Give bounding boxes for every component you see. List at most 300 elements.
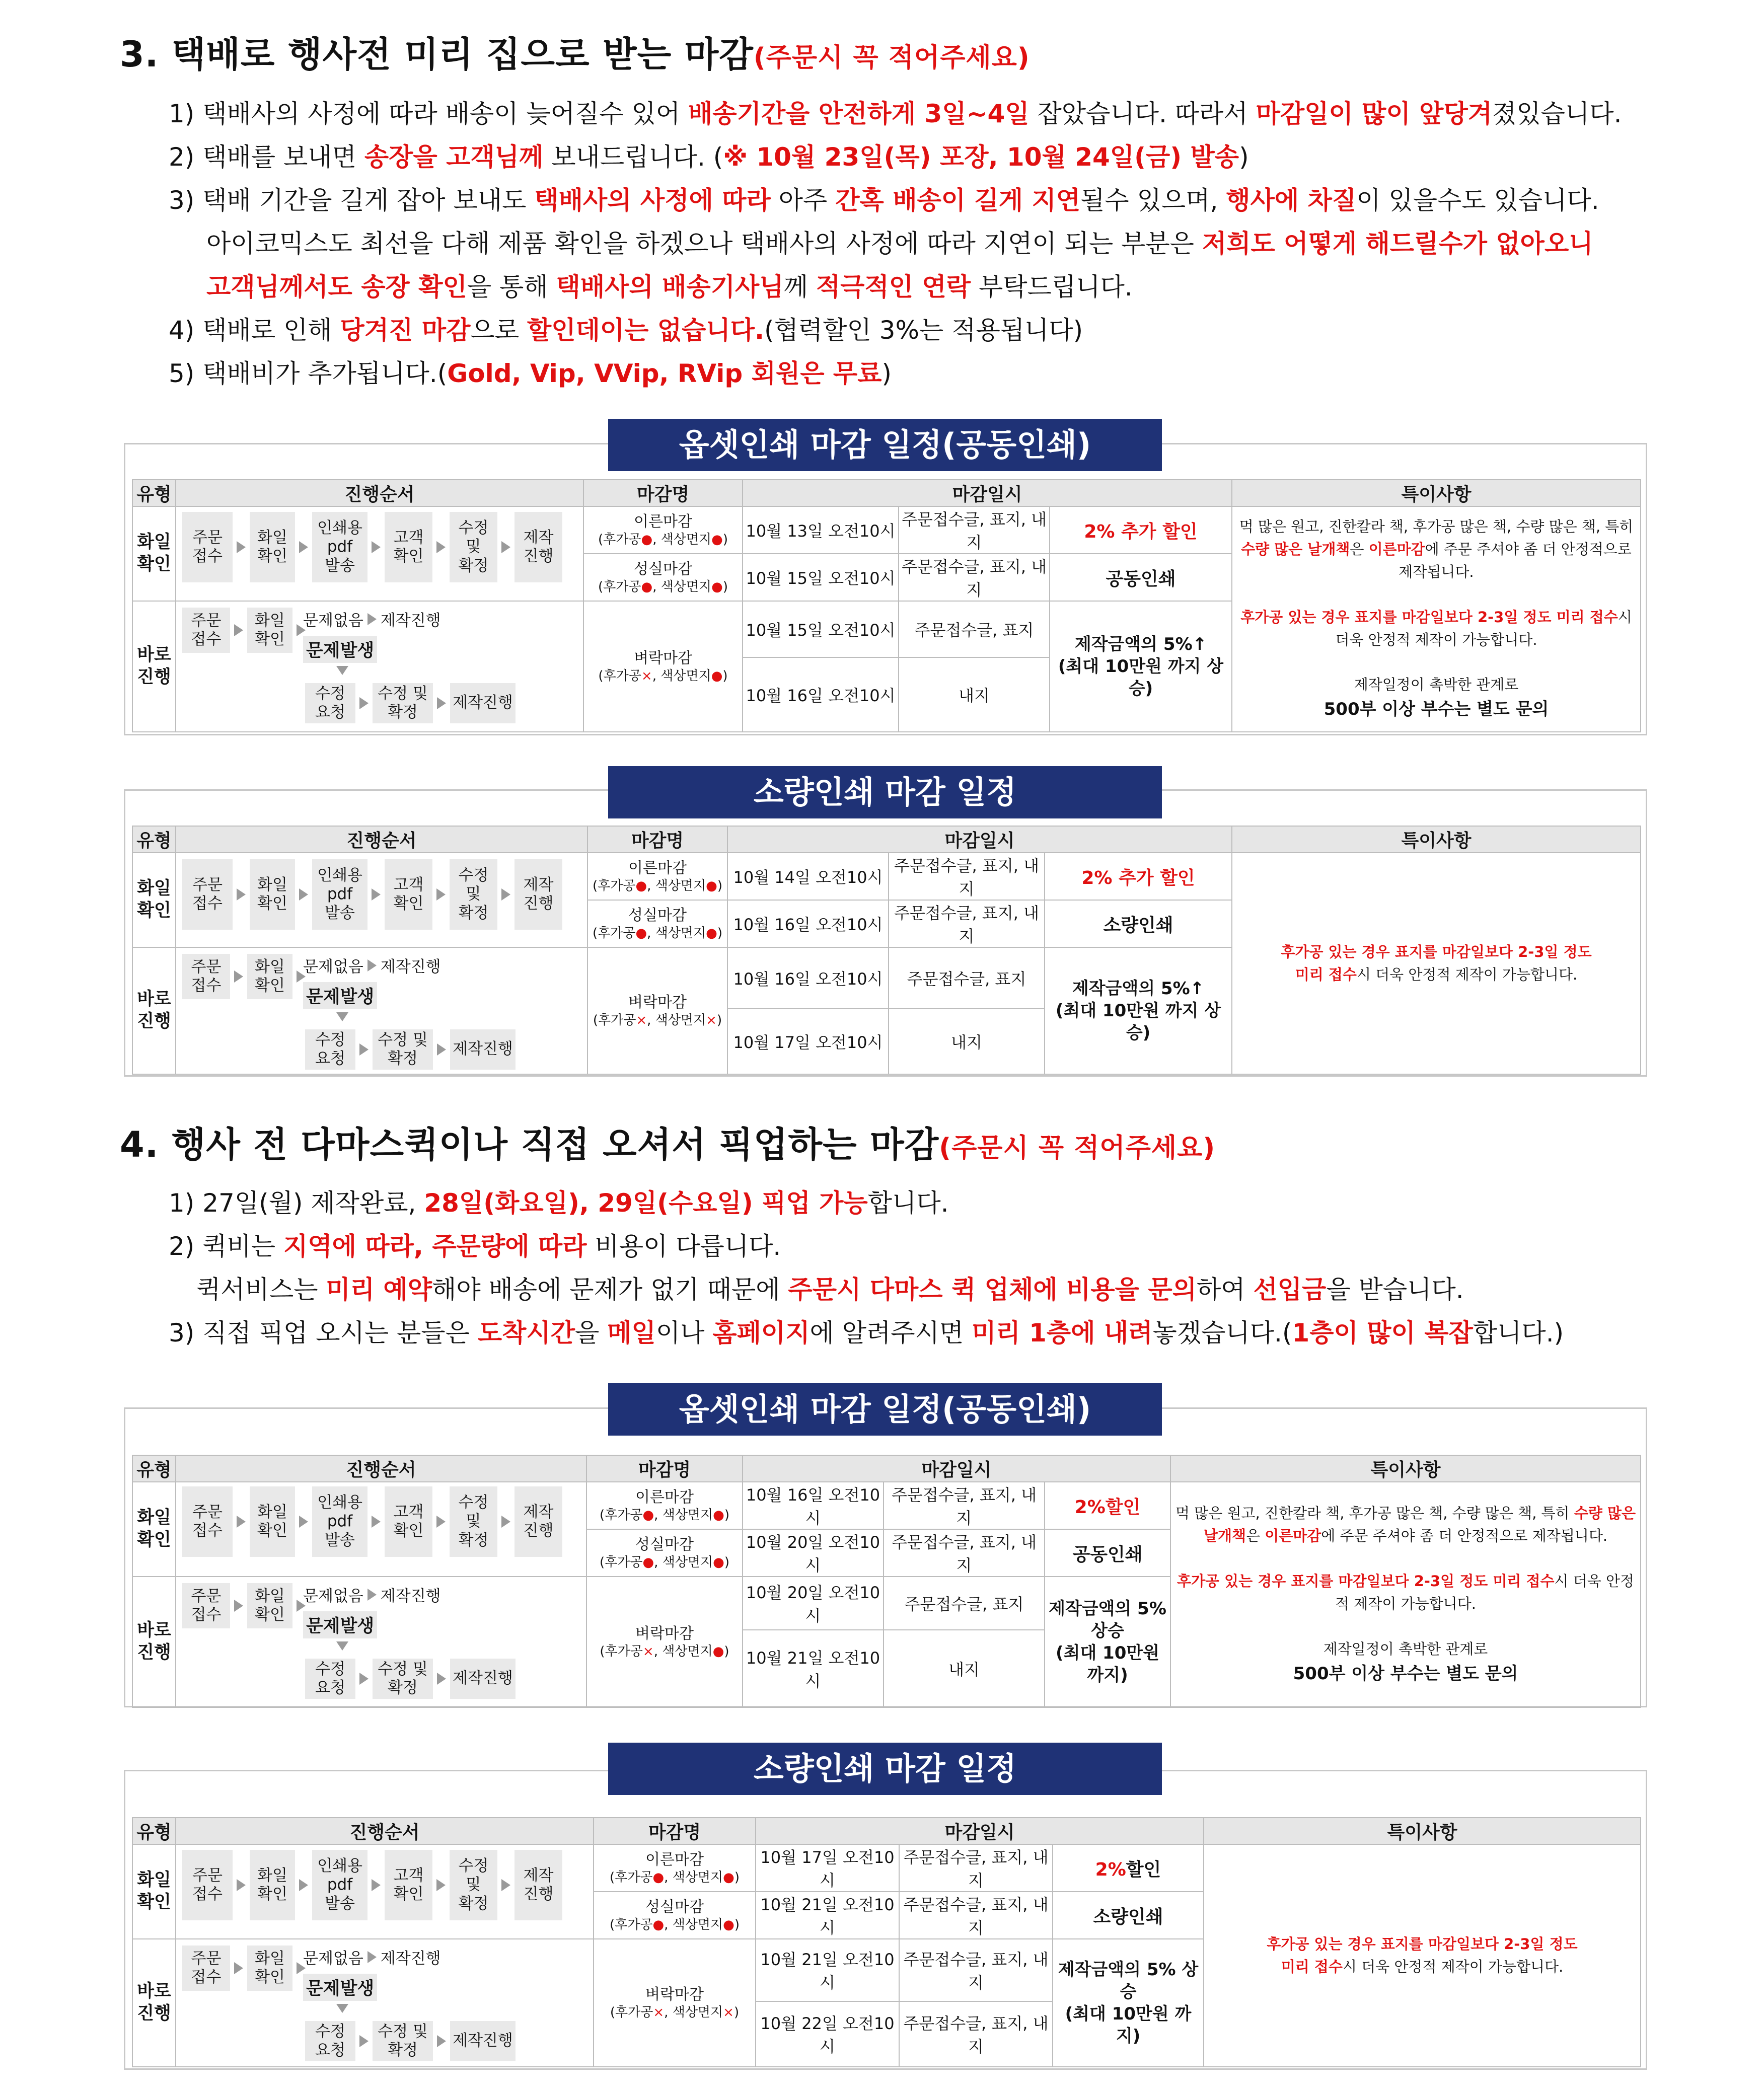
sec4-l1b: 28일(화요일), 29일(수요일) 픽업 가능: [424, 1188, 868, 1218]
sec4-l3c: 해야 배송에 문제가 없기 때문에: [432, 1275, 788, 1304]
tbody: [132, 480, 1641, 732]
names-early: 이른마감: [634, 513, 692, 531]
names-close: ): [722, 579, 728, 594]
names-close: ): [733, 2004, 740, 2020]
flow-produce: 제작 진행: [514, 1850, 562, 1920]
headers-name: 마감명: [583, 480, 743, 506]
tr: [132, 506, 1641, 554]
names-close: ): [717, 925, 723, 941]
tables-3-c4: 주문접수글, 표지, 내지: [899, 2001, 1053, 2067]
tables-2-n9: 500부 이상 부수는 별도 문의: [1293, 1663, 1518, 1684]
deadline-cliff: [583, 601, 743, 732]
names-close: ): [724, 1554, 730, 1570]
flow-produce: 제작 진행: [514, 859, 562, 930]
tables-0-r1: 10월 13일 오전10시: [743, 506, 899, 554]
flow-file: 화일 확인: [250, 859, 295, 930]
names-close: ): [716, 1012, 722, 1028]
headers-flow: 진행순서: [176, 826, 587, 853]
sec4-l3b: 미리 예약: [326, 1275, 432, 1304]
fl: [182, 512, 562, 582]
flow-pdf: 인쇄용 pdf 발송: [312, 1850, 368, 1920]
arr: [501, 1879, 510, 1891]
flow-noproblem: 문제없음: [303, 1950, 363, 1968]
names-o: ●: [711, 668, 723, 684]
arr: [437, 697, 446, 709]
tables-1-n6b: 미리 접수: [1295, 966, 1357, 983]
tables-1-d2: 소량인쇄: [1045, 900, 1232, 947]
names-o: ●: [723, 1869, 734, 1885]
names-col: , 색상면지: [664, 2004, 723, 2020]
headers-notes: 특이사항: [1170, 1455, 1641, 1482]
tbody: [132, 1455, 1641, 1707]
arr: [437, 2035, 446, 2047]
flow-type2: 바로 진행: [132, 947, 176, 1074]
name: [594, 1844, 756, 1892]
flow-prod2: 제작진행: [380, 612, 441, 630]
sec3-item-2: [169, 137, 1249, 173]
sec3-l5b: 을 통해: [467, 272, 556, 302]
tables-0-c1: 주문접수글, 표지, 내지: [899, 506, 1050, 554]
names-col: , 색상면지: [664, 1917, 723, 1932]
fl: [303, 1583, 441, 1606]
flow-order: 주문 접수: [182, 1946, 230, 1991]
tables-2-c3: 주문접수글, 표지: [884, 1577, 1045, 1630]
tables-3-c2: 주문접수글, 표지, 내지: [899, 1892, 1053, 1939]
section-3-title: [120, 26, 1030, 77]
tables-1-r3: 10월 16일 오전10시: [727, 947, 889, 1009]
arr: [372, 541, 381, 553]
flow-problem: 문제발생: [303, 1611, 377, 1638]
name: [586, 1482, 743, 1529]
fl: [303, 608, 441, 630]
small: [594, 1869, 755, 1886]
darr: [336, 2004, 348, 2013]
flow-order: 주문 접수: [182, 1850, 233, 1920]
arr: [234, 624, 243, 636]
tables-0-n7: 시 더욱 안정적 제작이 가능합니다.: [1335, 608, 1632, 648]
sec4-l4f: 홈페이지: [712, 1318, 810, 1348]
tr: [132, 1455, 1641, 1482]
tables-0-n3: 은: [1350, 540, 1369, 558]
tables-1-c3: 주문접수글, 표지: [889, 947, 1045, 1009]
sec4-item-1: [169, 1183, 949, 1219]
names-x: ×: [653, 2004, 665, 2020]
sec4-item-3: [169, 1313, 1564, 1349]
flow-order: 주문 접수: [182, 608, 230, 653]
headers-name: 마감명: [587, 826, 727, 853]
darr: [336, 1012, 348, 1021]
tables-2-d1b: 할인: [1105, 1497, 1141, 1518]
tables-3-d1b: 할인: [1126, 1859, 1161, 1880]
sec3-l2c: 보내드립니다. (: [543, 142, 723, 172]
names-cliff: 벼락마감: [634, 649, 692, 667]
names-x: ×: [706, 1012, 717, 1028]
tables-3-c1: 주문접수글, 표지, 내지: [899, 1844, 1053, 1892]
tables-1-fee: 제작금액의 5%↑ (최대 10만원 까지 상승): [1045, 947, 1232, 1074]
flow-file: 화일 확인: [247, 608, 292, 653]
arr: [359, 2035, 369, 2047]
flow-problem: 문제발생: [303, 1974, 377, 2001]
darr: [336, 666, 348, 675]
sec3-l4b: 저희도 어떻게 해드릴수가 없아오니: [1202, 229, 1593, 258]
names-o: ●: [641, 579, 653, 594]
flow-file: 화일 확인: [247, 954, 292, 999]
sec3-l5e: 적극적인 연락: [816, 272, 971, 302]
flow-pdf: 인쇄용 pdf 발송: [312, 1486, 368, 1557]
names-col: , 색상면지: [647, 925, 706, 941]
names-x: ×: [723, 2004, 734, 2020]
flow-file: 화일 확인: [247, 1583, 292, 1628]
tables-0-n8: 제작일정이 촉박한 관계로: [1354, 676, 1519, 694]
names-cliff: 벼락마감: [628, 994, 687, 1011]
sec3-l3e: 될수 있으며,: [1080, 186, 1226, 215]
arr: [359, 1043, 369, 1056]
sec3-l4a: 아이코믹스도 최선을 다해 제품 확인을 하겠으나 택배사의 사정에 따라 지연이 되는 부분은: [206, 229, 1202, 258]
arr: [368, 959, 377, 971]
flow-revise: 수정 및 확정: [450, 1486, 497, 1557]
tables-3-r4: 10월 22일 오전10시: [756, 2001, 899, 2067]
fl: [305, 2021, 516, 2061]
sec3-item-3: [169, 180, 1599, 216]
tables-2-n1: 먹 많은 원고, 진한칼라 책, 후가공 많은 책, 수량 많은 책, 특히: [1175, 1505, 1574, 1522]
step-produce: 제작 진행: [514, 512, 562, 582]
names-o: ●: [641, 532, 653, 547]
arr: [359, 697, 369, 709]
step-file: 화일 확인: [250, 512, 295, 582]
fl: [336, 1012, 348, 1021]
arr: [234, 1600, 243, 1612]
flow-type2: 바로 진행: [132, 1577, 176, 1707]
sec3-item-3-cont1: [206, 223, 1593, 260]
sec3-l3f: 행사에 차질: [1226, 186, 1357, 215]
headers-date: 마감일시: [743, 1455, 1170, 1482]
sec4-l4d: 메일: [607, 1318, 656, 1348]
arr: [299, 1516, 308, 1528]
names-hoo: (후가공: [600, 1643, 643, 1659]
flow-produce: 제작 진행: [514, 1486, 562, 1557]
names-hoo: (후가공: [610, 2004, 653, 2020]
fl: [182, 1583, 310, 1628]
flow-type1: 화일 확인: [132, 853, 176, 947]
fl: [305, 1029, 516, 1070]
names-hoo: (후가공: [599, 1507, 643, 1523]
flow-problem: 문제발생: [303, 636, 377, 663]
names-cliff: 벼락마감: [635, 1625, 694, 1642]
tables-0-n1: 먹 많은 원고, 진한칼라 책, 후가공 많은 책, 수량 많은 책, 특히: [1239, 517, 1634, 535]
flow-confirm: 수정 및 확정: [373, 1029, 433, 1070]
name: [586, 1529, 743, 1577]
fl: [182, 1850, 562, 1920]
sec4-l4a: 3) 직접 픽업 오시는 분들은: [169, 1318, 478, 1348]
tables-0-c3: 주문접수글, 표지: [899, 601, 1050, 657]
fl: [336, 1641, 348, 1651]
tables-3-n6: 후가공 있는 경우 표지를 마감일보다 2-3일 정도: [1267, 1935, 1578, 1953]
tables-2-n4: 이른마감: [1265, 1527, 1321, 1545]
names-cliff: 벼락마감: [645, 1986, 704, 2003]
tables-1-r1: 10월 14일 오전10시: [727, 853, 889, 900]
tables-2-r1: 10월 16일 오전10시: [743, 1482, 884, 1529]
sec3-l1b: 배송기간을 안전하게 3일~4일: [688, 99, 1030, 128]
names-col: , 색상면지: [653, 1643, 713, 1659]
fl: [305, 1659, 516, 1699]
sec4-l4g: 에 알려주시면: [810, 1318, 972, 1348]
fl: [182, 608, 310, 653]
sec3-l6e: (협력할인 3%는 적용됩니다): [764, 316, 1083, 345]
names-hoo: (후가공: [593, 1012, 636, 1028]
headers-date: 마감일시: [756, 1818, 1204, 1844]
tables-1-c1: 주문접수글, 표지, 내지: [889, 853, 1045, 900]
sec3-l5d: 께: [783, 272, 816, 302]
tables-1-r2: 10월 16일 오전10시: [727, 900, 889, 947]
names-col: , 색상면지: [647, 878, 706, 893]
names-sincere: 성실마감: [634, 560, 692, 578]
names-early: 이른마감: [645, 1851, 704, 1868]
step-order: 주문 접수: [182, 512, 233, 582]
schedule-table-1: [132, 479, 1641, 732]
small: [594, 2004, 755, 2021]
fl: [303, 636, 377, 663]
sec3-l7a: 5) 택배비가 추가됩니다.(: [169, 359, 448, 388]
names-o: ●: [642, 1507, 654, 1523]
names-hoo: (후가공: [598, 579, 641, 594]
flow-customer: 고객 확인: [385, 1850, 432, 1920]
sec3-l1a: 1) 택배사의 사정에 따라 배송이 늦어질수 있어: [169, 99, 688, 128]
names-sincere: 성실마감: [628, 907, 687, 924]
sec4-l2b: 지역에 따라, 주문량에 따라: [283, 1232, 587, 1261]
sec3-l2b: 송장을 고객님께: [364, 142, 544, 172]
step-pdf: 인쇄용 pdf 발송: [312, 512, 368, 582]
sec4-l2c: 비용이 다릅니다.: [586, 1232, 781, 1261]
name: [594, 1939, 756, 2067]
arr: [359, 1673, 369, 1685]
tables-2-fee: 제작금액의 5% 상승 (최대 10만원 까지): [1045, 1577, 1170, 1707]
sec3-l1e: 졌있습니다.: [1492, 99, 1622, 128]
flow-confirm: 수정 및 확정: [373, 683, 433, 723]
headers-flow: 진행순서: [176, 480, 583, 506]
fl: [182, 1486, 562, 1557]
sec3-item-1: [169, 94, 1622, 130]
arr: [299, 888, 308, 901]
schedule-table-2: [132, 826, 1641, 1075]
names-col: , 색상면지: [652, 532, 712, 547]
flow-file: 화일 확인: [247, 1946, 292, 1991]
sec3-title: 3. 택배로 행사전 미리 집으로 받는 마감: [120, 34, 754, 75]
headers-type: 유형: [132, 1818, 176, 1844]
flow-request: 수정 요청: [305, 683, 355, 723]
names-hoo: (후가공: [592, 878, 636, 893]
names-hoo: (후가공: [609, 1917, 653, 1932]
schedule-banner-3: 옵셋인쇄 마감 일정(공동인쇄): [608, 1383, 1162, 1436]
sec3-l2e: ): [1239, 142, 1249, 172]
tables-0-n4: 이른마감: [1368, 540, 1425, 558]
sec4-item-2: [169, 1226, 781, 1262]
sec3-item-3-cont2: [206, 267, 1133, 303]
sec3-l6d: 할인데이는 없습니다.: [527, 316, 765, 345]
fl: [182, 1946, 310, 1991]
small: [584, 532, 742, 548]
names-x: ×: [641, 668, 652, 684]
arr: [437, 1043, 446, 1056]
flow-order: 주문 접수: [182, 1583, 230, 1628]
tables-3-fee: 제작금액의 5% 상승 (최대 10만원 까지): [1053, 1939, 1204, 2067]
sec4-l2a: 2) 퀵비는: [169, 1232, 284, 1261]
flow-problem: 문제발생: [303, 982, 377, 1009]
arr: [368, 1951, 377, 1963]
flow: [176, 1577, 586, 1707]
headers-type: 유형: [132, 1455, 176, 1482]
tables-2-d2: 공동인쇄: [1045, 1529, 1170, 1577]
names-o: ●: [635, 878, 647, 893]
tbody: [132, 826, 1641, 1074]
arr: [234, 970, 243, 983]
fl: [303, 1974, 377, 2001]
arr: [299, 1879, 308, 1891]
names-close: ): [722, 532, 728, 547]
flow-revise: 수정 및 확정: [450, 1850, 497, 1920]
tr: [132, 853, 1641, 900]
names-close: ): [722, 668, 728, 684]
sec3-l7b: Gold, Vip, VVip, RVip 회원은 무료: [447, 359, 882, 388]
fl: [336, 666, 348, 675]
names-col: , 색상면지: [652, 579, 712, 594]
flow-prod2: 제작진행: [380, 1587, 441, 1605]
flow-pdf: 인쇄용 pdf 발송: [312, 859, 368, 930]
sec3-l1d: 마감일이 많이 앞당겨: [1256, 99, 1493, 128]
sec4-l3f: 선입금: [1253, 1275, 1327, 1304]
sec4-title: 4. 행사 전 다마스퀵이나 직접 오셔서 픽업하는 마감: [120, 1124, 939, 1165]
flow-prod2: 제작진행: [380, 1950, 441, 1968]
tables-3-n7: 시 더욱 안정적 제작이 가능합니다.: [1342, 1958, 1564, 1975]
arr: [501, 541, 510, 553]
flow-prod3: 제작진행: [450, 1659, 516, 1699]
headers-type: 유형: [132, 480, 176, 506]
tables-0-d1b: 추가 할인: [1115, 521, 1198, 542]
flow-prod2: 제작진행: [380, 958, 441, 976]
tables-2-r3: 10월 20일 오전10시: [743, 1577, 884, 1630]
tables-2-n7: 시 더욱 안정적 제작이 가능합니다.: [1335, 1573, 1635, 1613]
small: [594, 1917, 755, 1933]
arr: [234, 1962, 243, 1974]
names-hoo: (후가공: [599, 1554, 643, 1570]
names-o: ●: [706, 925, 717, 941]
tables-3-c3: 주문접수글, 표지, 내지: [899, 1939, 1053, 2001]
names-o: ●: [642, 1554, 654, 1570]
names-col: , 색상면지: [654, 1507, 713, 1523]
tables-2-c4: 내지: [884, 1630, 1045, 1707]
sec4-l4j: 1층이 많이 복잡: [1292, 1318, 1473, 1348]
flow: [176, 1844, 594, 1939]
names-hoo: (후가공: [609, 1869, 653, 1885]
names-close: ): [734, 1917, 740, 1932]
sec4-l4b: 도착시간: [477, 1318, 575, 1348]
flow-order: 주문 접수: [182, 859, 233, 930]
flow-type1: 화일 확인: [132, 1844, 176, 1939]
flow: [176, 1939, 594, 2067]
names-sincere: 성실마감: [635, 1536, 694, 1553]
headers-flow: 진행순서: [176, 1818, 594, 1844]
name: [594, 1892, 756, 1939]
tables-3-r3: 10월 21일 오전10시: [756, 1939, 899, 2001]
flow-type2: 바로 진행: [132, 1939, 176, 2067]
tables-1-c2: 주문접수글, 표지, 내지: [889, 900, 1045, 947]
notes-cell-3: [1170, 1482, 1641, 1707]
flow-file-check: [176, 506, 583, 601]
flow-confirm: 수정 및 확정: [373, 2021, 433, 2061]
sec3-item-4: [169, 310, 1083, 346]
tables-2-r2: 10월 20일 오전10시: [743, 1529, 884, 1577]
fl: [303, 982, 377, 1009]
names-col: , 색상면지: [654, 1554, 713, 1570]
names-o: ●: [635, 925, 647, 941]
tr: [132, 1818, 1641, 1844]
name: [587, 947, 727, 1074]
names-o: ●: [711, 532, 723, 547]
fl: [303, 954, 441, 977]
names-col: , 색상면지: [647, 1012, 706, 1028]
flow-file: 화일 확인: [250, 1850, 295, 1920]
flow-customer: 고객 확인: [385, 859, 432, 930]
small: [588, 925, 727, 942]
small: [587, 1507, 742, 1524]
names-close: ): [724, 1643, 729, 1659]
tables-0-r4: 10월 16일 오전10시: [743, 657, 899, 732]
small: [588, 1012, 727, 1029]
flow-noproblem: 문제없음: [303, 1587, 363, 1605]
tables-0-r2: 10월 15일 오전10시: [743, 554, 899, 601]
headers-date: 마감일시: [727, 826, 1232, 853]
arr: [437, 1673, 446, 1685]
tables-2-n8: 제작일정이 촉박한 관계로: [1323, 1640, 1488, 1658]
tables-3-n6b: 미리 접수: [1281, 1958, 1343, 1975]
flow-confirm: 수정 및 확정: [373, 1659, 433, 1699]
step-customer: 고객 확인: [385, 512, 432, 582]
arr: [372, 888, 381, 901]
headers-name: 마감명: [594, 1818, 756, 1844]
flow-request: 수정 요청: [305, 2021, 355, 2061]
flow-type1: 화일 확인: [132, 1482, 176, 1577]
tables-1-d1b: 추가 할인: [1112, 867, 1195, 888]
names-o: ●: [706, 878, 717, 893]
tables-3-r1: 10월 17일 오전10시: [756, 1844, 899, 1892]
tables-2-c1: 주문접수글, 표지, 내지: [884, 1482, 1045, 1529]
names-hoo: (후가공: [592, 925, 636, 941]
sec3-l6a: 4) 택배로 인해: [169, 316, 340, 345]
sec3-l5c: 택배사의 배송기사님: [556, 272, 784, 302]
sec4-l4c: 을: [575, 1318, 608, 1348]
disc: [1045, 1482, 1170, 1529]
arr: [372, 1516, 381, 1528]
sec3-l2d: ※ 10월 23일(목) 포장, 10월 24일(금) 발송: [723, 142, 1239, 172]
sec3-l2a: 2) 택배를 보내면: [169, 142, 364, 172]
discount-cell: [1050, 506, 1232, 554]
step-revise: 수정 및 확정: [450, 512, 497, 582]
tables-0-n5: 에 주문 주셔야 좀 더 안정적으로 제작됩니다.: [1399, 540, 1632, 580]
headers-flow: 진행순서: [176, 1455, 586, 1482]
names-hoo: (후가공: [598, 668, 641, 684]
flow-prod3: 제작진행: [450, 683, 516, 723]
names-early: 이른마감: [635, 1488, 694, 1506]
arr: [501, 1516, 510, 1528]
arr: [368, 1589, 377, 1601]
tables-2-n2: 수량 많은 날개책: [1203, 1505, 1636, 1545]
arr: [368, 613, 377, 625]
sec4-l4h: 미리 1층에 내려: [972, 1318, 1153, 1348]
flow: [176, 947, 587, 1074]
tables-2-n3: 은: [1246, 1527, 1265, 1545]
tables-3-d1a: 2%: [1095, 1859, 1126, 1880]
small: [584, 579, 742, 595]
tables-1-r4: 10월 17일 오전10시: [727, 1009, 889, 1074]
